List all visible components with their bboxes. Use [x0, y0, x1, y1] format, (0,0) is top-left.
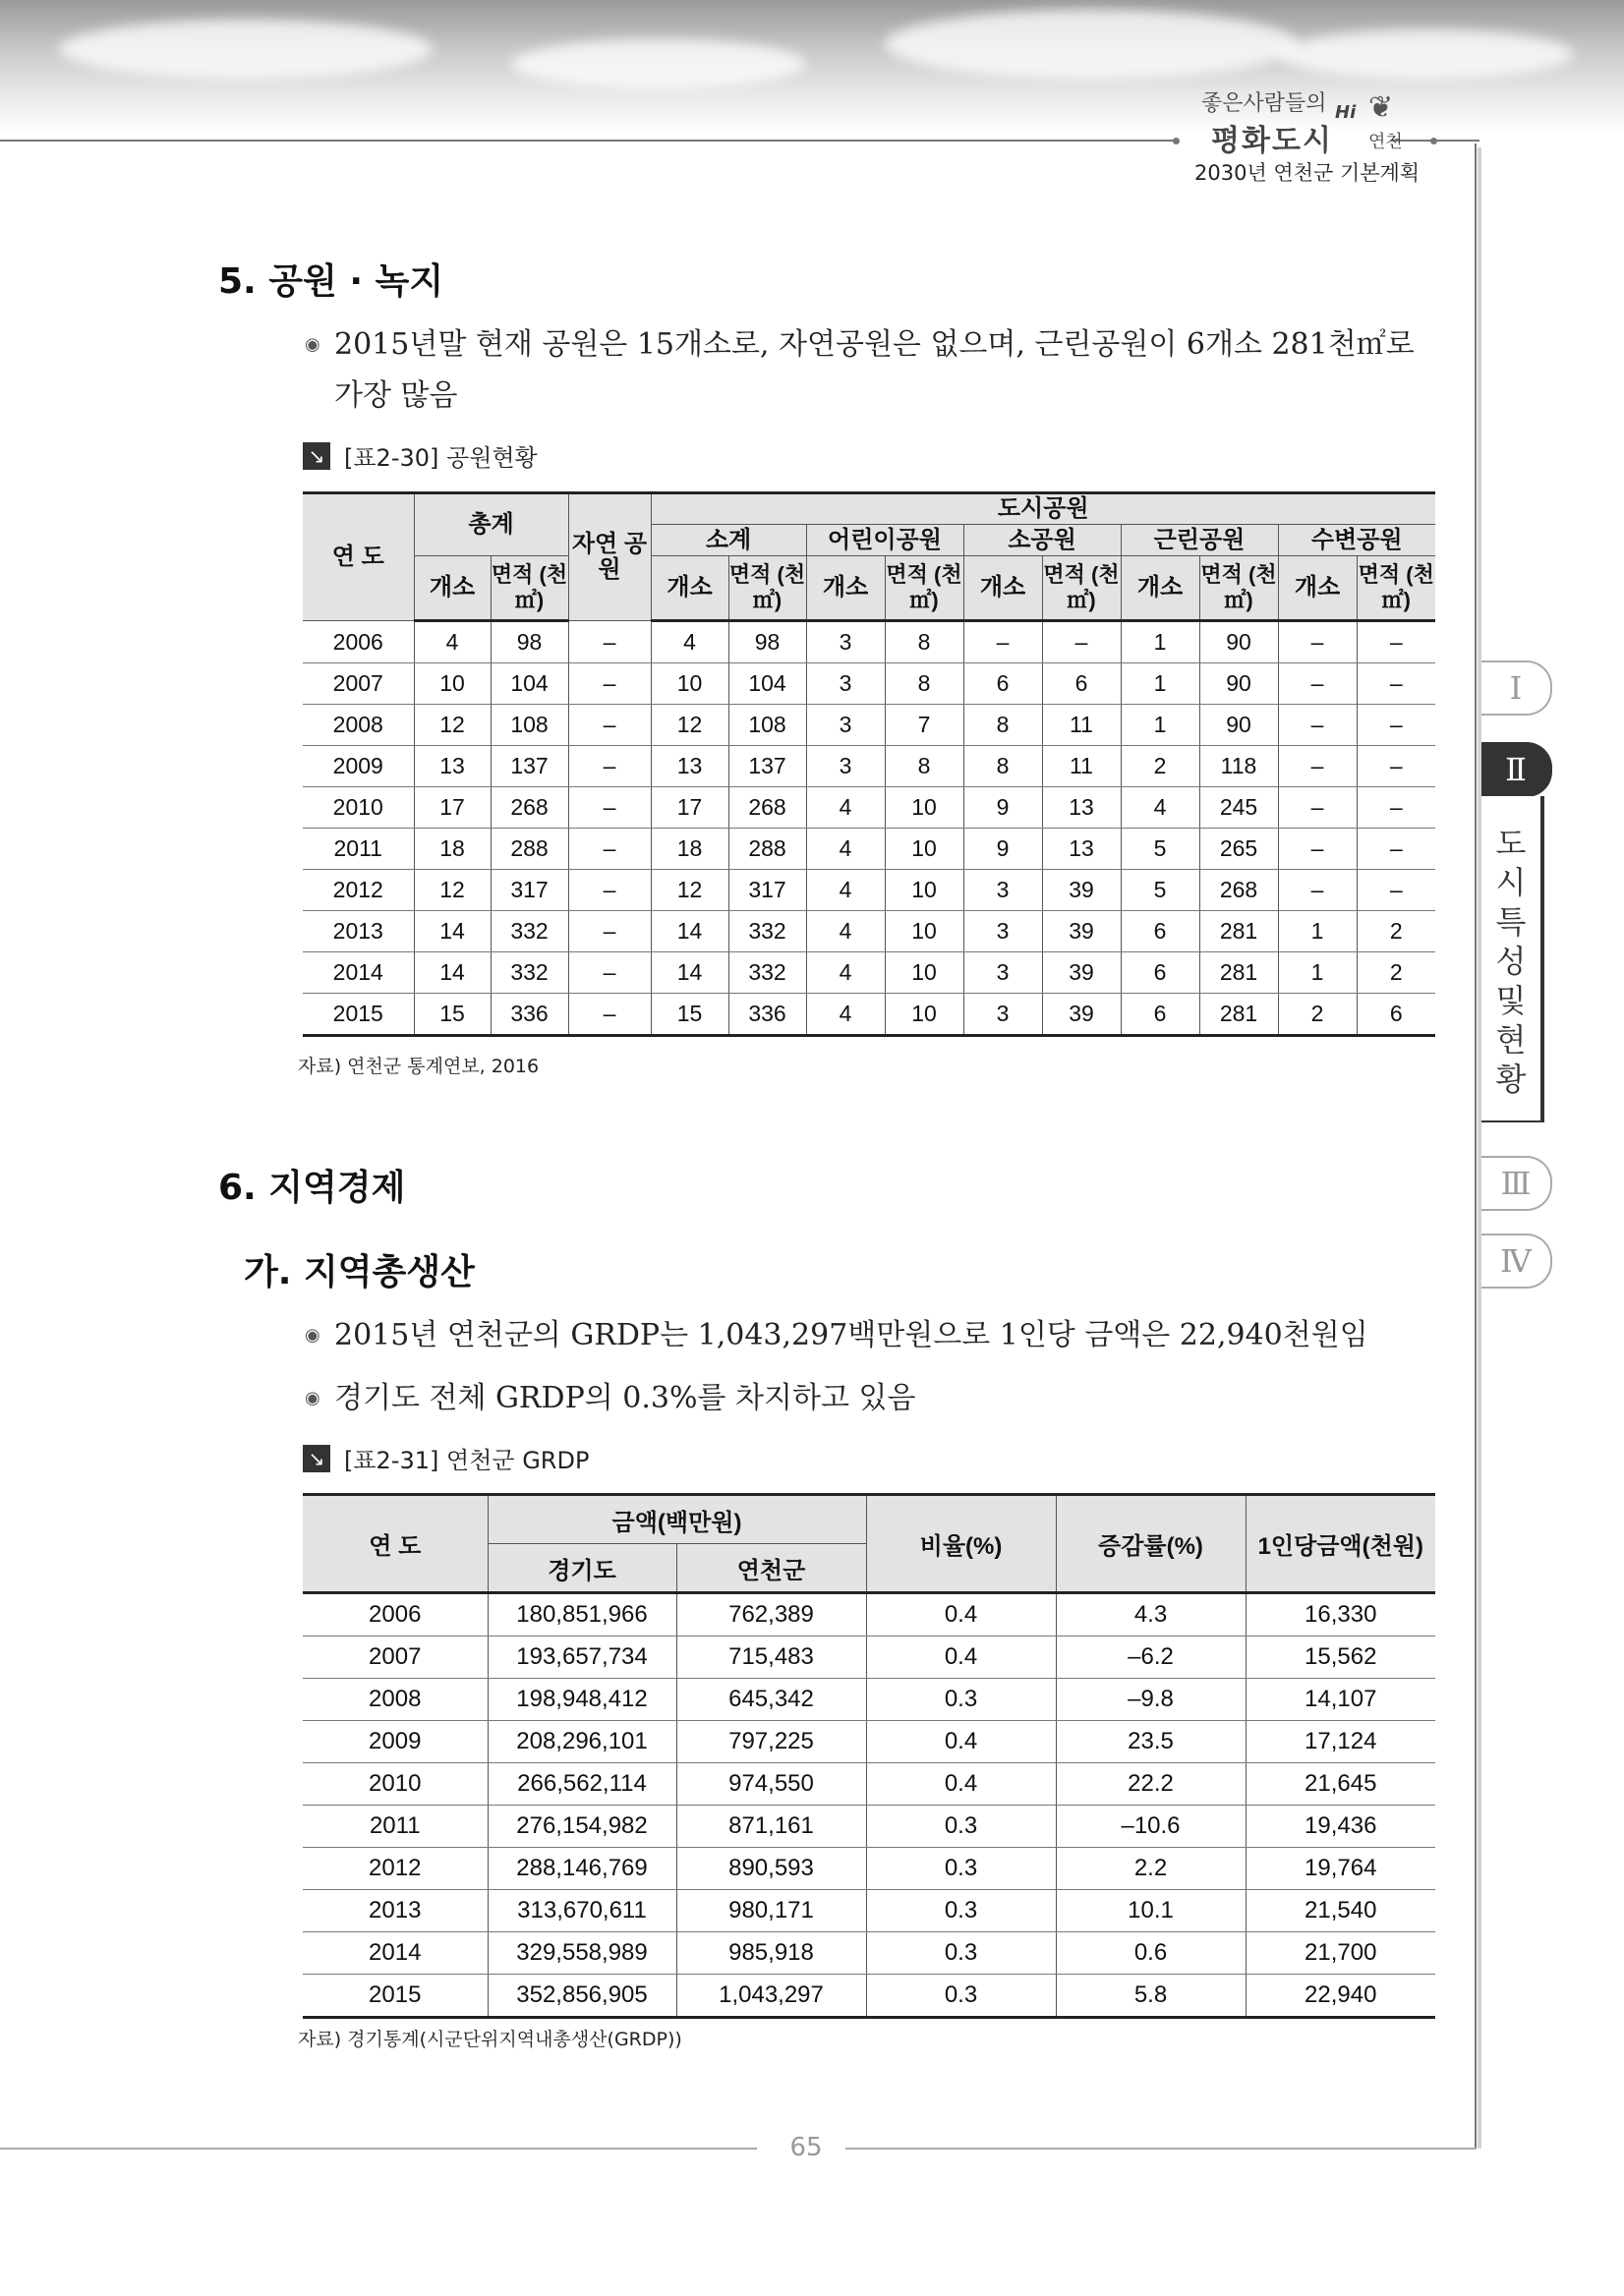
table-cell: 21,645 [1246, 1763, 1435, 1806]
table-cell: 2010 [303, 787, 414, 829]
table-cell: 22,940 [1246, 1975, 1435, 2018]
table-cell: 2008 [303, 705, 414, 746]
table-cell: 336 [491, 994, 568, 1036]
table-cell: 1 [1121, 705, 1199, 746]
table-cell: 16,330 [1246, 1593, 1435, 1636]
table-cell: 281 [1199, 952, 1278, 994]
table-cell: 974,550 [676, 1763, 866, 1806]
table-row [303, 1679, 1435, 1721]
bullet-text-line: 가장 많음 [334, 378, 458, 413]
table-cell: 208,296,101 [488, 1721, 676, 1763]
table-cell: 10 [414, 663, 491, 705]
table-cell: – [568, 746, 651, 787]
table-cell: 8 [885, 663, 963, 705]
table-cell: 2009 [303, 1721, 488, 1763]
table-cell: 6 [1357, 994, 1435, 1036]
table-cell: 3 [963, 994, 1042, 1036]
table-source: 자료) 경기통계(시군단위지역내총생산(GRDP)) [298, 2029, 682, 2050]
col-header: 총계 [414, 493, 568, 556]
table-cell: 12 [651, 870, 728, 911]
table-cell: 10.1 [1056, 1890, 1246, 1932]
table-cell: 90 [1199, 705, 1278, 746]
table-cell: 0.3 [866, 1806, 1056, 1848]
table-cell: 108 [491, 705, 568, 746]
table-cell: 8 [885, 621, 963, 663]
bullet-paragraph [305, 319, 1415, 422]
table-cell: 268 [728, 787, 806, 829]
park-status-table [303, 491, 1435, 1037]
table-cell: 2012 [303, 870, 414, 911]
table-cell: – [1357, 621, 1435, 663]
bullet-icon: ◉ [305, 1388, 320, 1408]
col-header: 증감률(%) [1056, 1495, 1246, 1593]
table-row [303, 746, 1435, 787]
col-header: 면적 (천㎡) [1357, 556, 1435, 621]
table-cell: 281 [1199, 994, 1278, 1036]
table-cell: 276,154,982 [488, 1806, 676, 1848]
table-cell: 6 [1121, 994, 1199, 1036]
table-cell: 2006 [303, 1593, 488, 1636]
table-cell: 3 [806, 705, 885, 746]
table-cell: 2.2 [1056, 1848, 1246, 1890]
table-cell: 3 [963, 911, 1042, 952]
table-cell: 2007 [303, 1636, 488, 1679]
table-cell: 14,107 [1246, 1679, 1435, 1721]
table-cell: – [568, 621, 651, 663]
table-cell: 12 [414, 870, 491, 911]
bullet-paragraph [305, 1373, 916, 1424]
table-cell: 10 [885, 829, 963, 870]
table-row [303, 911, 1435, 952]
table-cell: 6 [1121, 911, 1199, 952]
table-cell: 5 [1121, 829, 1199, 870]
table-cell: 13 [414, 746, 491, 787]
table-cell: 265 [1199, 829, 1278, 870]
table-cell: – [1042, 621, 1121, 663]
footer-rule [0, 2148, 757, 2150]
header-dot [1430, 138, 1437, 144]
grdp-table [303, 1493, 1435, 2019]
table-cell: 0.3 [866, 1848, 1056, 1890]
table-cell: 17,124 [1246, 1721, 1435, 1763]
col-header: 개소 [963, 556, 1042, 621]
table-cell: 2 [1278, 994, 1357, 1036]
col-header: 개소 [806, 556, 885, 621]
table-cell: 0.4 [866, 1593, 1056, 1636]
table-cell: 2013 [303, 911, 414, 952]
bullet-paragraph [305, 1310, 1368, 1361]
table-cell: 2007 [303, 663, 414, 705]
col-header: 어린이공원 [806, 525, 963, 556]
table-row [303, 952, 1435, 994]
chapter-tab-3[interactable]: Ⅲ [1481, 1156, 1552, 1211]
bullet-text-line: 2015년말 현재 공원은 15개소로, 자연공원은 없으며, 근린공원이 6개소 281천㎡로 [334, 327, 1415, 362]
col-header: 개소 [1278, 556, 1357, 621]
table-cell: 645,342 [676, 1679, 866, 1721]
table-cell: 4 [414, 621, 491, 663]
table-cell: 8 [963, 746, 1042, 787]
table-row [303, 1636, 1435, 1679]
bullet-icon: ◉ [305, 1325, 320, 1346]
table-cell: 4 [806, 829, 885, 870]
table-cell: 332 [491, 952, 568, 994]
table-cell: –9.8 [1056, 1679, 1246, 1721]
table-cell: 0.4 [866, 1721, 1056, 1763]
table-cell: 104 [491, 663, 568, 705]
table-cell: 7 [885, 705, 963, 746]
table-cell: 0.3 [866, 1932, 1056, 1975]
col-header: 면적 (천㎡) [885, 556, 963, 621]
col-header: 근린공원 [1121, 525, 1278, 556]
col-header: 소공원 [963, 525, 1121, 556]
table-cell: 332 [491, 911, 568, 952]
table-cell: 10 [885, 870, 963, 911]
table-row [303, 870, 1435, 911]
table-cell: 797,225 [676, 1721, 866, 1763]
table-cell: 18 [651, 829, 728, 870]
table-row [303, 1848, 1435, 1890]
table-cell: 3 [963, 870, 1042, 911]
footer-rule [845, 2148, 1477, 2150]
table-cell: 288,146,769 [488, 1848, 676, 1890]
col-header: 개소 [651, 556, 728, 621]
table-cell: – [568, 994, 651, 1036]
table-cell: 193,657,734 [488, 1636, 676, 1679]
table-cell: 4 [806, 870, 885, 911]
table-cell: –6.2 [1056, 1636, 1246, 1679]
table-cell: 6 [1121, 952, 1199, 994]
table-cell: 3 [806, 746, 885, 787]
table-row [303, 1721, 1435, 1763]
col-header: 자연 공원 [568, 493, 651, 621]
chapter-title-sidebar [1481, 796, 1544, 1122]
arrow-icon: ↘ [303, 1445, 330, 1472]
table-cell: 14 [414, 911, 491, 952]
chapter-tab-2[interactable]: Ⅱ [1481, 742, 1552, 797]
table-cell: 108 [728, 705, 806, 746]
table-cell: 14 [651, 911, 728, 952]
table-cell: 39 [1042, 870, 1121, 911]
col-header: 연 도 [303, 1495, 488, 1593]
table-cell: 2014 [303, 1932, 488, 1975]
table-row [303, 994, 1435, 1036]
table-cell: – [1357, 705, 1435, 746]
table-cell: 13 [1042, 787, 1121, 829]
table-cell: 2 [1357, 952, 1435, 994]
table-cell: – [568, 787, 651, 829]
chapter-tab-4[interactable]: Ⅳ [1481, 1234, 1552, 1289]
table-row [303, 621, 1435, 663]
table-cell: 12 [414, 705, 491, 746]
table-cell: 1 [1121, 621, 1199, 663]
table-cell: 2010 [303, 1763, 488, 1806]
col-header: 금액(백만원) [488, 1495, 866, 1544]
table-cell: 0.4 [866, 1763, 1056, 1806]
table-cell: 15 [414, 994, 491, 1036]
table-cell: 19,436 [1246, 1806, 1435, 1848]
table-cell: 98 [491, 621, 568, 663]
table-row [303, 1932, 1435, 1975]
table-cell: 313,670,611 [488, 1890, 676, 1932]
table-cell: 4 [1121, 787, 1199, 829]
table-cell: 4 [806, 787, 885, 829]
table-cell: 890,593 [676, 1848, 866, 1890]
table-cell: 19,764 [1246, 1848, 1435, 1890]
table-cell: 980,171 [676, 1890, 866, 1932]
table-cell: 2013 [303, 1890, 488, 1932]
table-cell: – [1357, 787, 1435, 829]
table-cell: 2015 [303, 1975, 488, 2018]
table-cell: 10 [885, 787, 963, 829]
table-cell: 14 [651, 952, 728, 994]
section-heading: 5. 공원 · 녹지 [218, 261, 444, 302]
table-cell: 1,043,297 [676, 1975, 866, 2018]
table-cell: 0.3 [866, 1679, 1056, 1721]
table-cell: 39 [1042, 994, 1121, 1036]
table-cell: 2011 [303, 829, 414, 870]
table-cell: 985,918 [676, 1932, 866, 1975]
col-header: 연 도 [303, 493, 414, 621]
col-header: 수변공원 [1278, 525, 1435, 556]
table-cell: 332 [728, 911, 806, 952]
table-cell: 2014 [303, 952, 414, 994]
table-cell: 11 [1042, 746, 1121, 787]
table-cell: 268 [1199, 870, 1278, 911]
table-cell: 2015 [303, 994, 414, 1036]
header-dot [1173, 138, 1180, 144]
col-header: 비율(%) [866, 1495, 1056, 1593]
table-cell: 13 [1042, 829, 1121, 870]
table-cell: –10.6 [1056, 1806, 1246, 1848]
table-cell: 317 [491, 870, 568, 911]
table-cell: 15 [651, 994, 728, 1036]
table-cell: 9 [963, 787, 1042, 829]
chapter-title: 도 시 특 성 및 현 황 [1495, 825, 1527, 1098]
table-cell: 332 [728, 952, 806, 994]
table-cell: 5.8 [1056, 1975, 1246, 2018]
table-cell: 1 [1278, 952, 1357, 994]
bullet-icon: ◉ [305, 334, 320, 355]
table-cell: 14 [414, 952, 491, 994]
table-cell: 10 [885, 952, 963, 994]
table-cell: 6 [1042, 663, 1121, 705]
table-cell: – [568, 705, 651, 746]
table-cell: 3 [963, 952, 1042, 994]
table-source: 자료) 연천군 통계연보, 2016 [298, 1056, 540, 1077]
table-cell: 4 [806, 994, 885, 1036]
col-header: 면적 (천㎡) [1042, 556, 1121, 621]
table-cell: 137 [728, 746, 806, 787]
table-cell: 2 [1357, 911, 1435, 952]
table-cell: 8 [885, 746, 963, 787]
table-cell: 1 [1121, 663, 1199, 705]
table-cell: 3 [806, 663, 885, 705]
table-cell: 17 [651, 787, 728, 829]
table-cell: 762,389 [676, 1593, 866, 1636]
table-cell: 21,700 [1246, 1932, 1435, 1975]
chapter-tab-1[interactable]: Ⅰ [1481, 660, 1552, 716]
table-cell: – [1357, 746, 1435, 787]
table-cell: 5 [1121, 870, 1199, 911]
table-cell: 288 [728, 829, 806, 870]
table-cell: 288 [491, 829, 568, 870]
table-caption: ↘ [표2-30] 공원현황 [303, 438, 538, 473]
logo-city: 연천 [1368, 132, 1403, 152]
table-cell: 2 [1121, 746, 1199, 787]
table-cell: 98 [728, 621, 806, 663]
bird-icon: ❦ [1368, 90, 1394, 125]
table-cell: 4 [806, 911, 885, 952]
table-row [303, 829, 1435, 870]
table-cell: – [1357, 829, 1435, 870]
logo-hi: Hi [1335, 102, 1357, 123]
table-cell: 268 [491, 787, 568, 829]
col-header: 면적 (천㎡) [728, 556, 806, 621]
table-cell: 352,856,905 [488, 1975, 676, 2018]
section-heading: 6. 지역경제 [218, 1168, 406, 1208]
table-cell: 2011 [303, 1806, 488, 1848]
page-number: 65 [789, 2133, 823, 2162]
table-cell: 21,540 [1246, 1890, 1435, 1932]
table-cell: 0.6 [1056, 1932, 1246, 1975]
col-header: 연천군 [676, 1544, 866, 1593]
arrow-icon: ↘ [303, 442, 330, 470]
table-cell: 2012 [303, 1848, 488, 1890]
table-cell: 17 [414, 787, 491, 829]
table-cell: 329,558,989 [488, 1932, 676, 1975]
table-cell: 0.3 [866, 1975, 1056, 2018]
table-row [303, 1890, 1435, 1932]
table-cell: – [568, 870, 651, 911]
table-cell: 137 [491, 746, 568, 787]
table-cell: – [1278, 870, 1357, 911]
table-cell: – [963, 621, 1042, 663]
table-cell: 180,851,966 [488, 1593, 676, 1636]
table-cell: 8 [963, 705, 1042, 746]
bullet-text-line: 2015년 연천군의 GRDP는 1,043,297백만원으로 1인당 금액은 22,940천원임 [334, 1318, 1368, 1352]
table-cell: – [1278, 829, 1357, 870]
col-header: 1인당금액(천원) [1246, 1495, 1435, 1593]
table-cell: – [1278, 705, 1357, 746]
col-header: 도시공원 [651, 493, 1435, 525]
logo-line1: 좋은사람들의 [1201, 91, 1327, 116]
table-cell: 118 [1199, 746, 1278, 787]
table-cell: – [568, 829, 651, 870]
table-cell: 10 [885, 911, 963, 952]
table-cell: 39 [1042, 952, 1121, 994]
table-cell: – [1278, 663, 1357, 705]
table-cell: 2009 [303, 746, 414, 787]
table-row [303, 1806, 1435, 1848]
table-cell: 11 [1042, 705, 1121, 746]
table-cell: 245 [1199, 787, 1278, 829]
table-cell: 9 [963, 829, 1042, 870]
table-cell: 4.3 [1056, 1593, 1246, 1636]
table-cell: 13 [651, 746, 728, 787]
table-cell: 336 [728, 994, 806, 1036]
table-cell: 23.5 [1056, 1721, 1246, 1763]
table-cell: 10 [651, 663, 728, 705]
table-cell: – [568, 952, 651, 994]
table-row [303, 787, 1435, 829]
table-row [303, 1975, 1435, 2018]
table-cell: 1 [1278, 911, 1357, 952]
table-cell: 2008 [303, 1679, 488, 1721]
plan-title: 2030년 연천군 기본계획 [1194, 161, 1421, 185]
table-cell: – [1357, 870, 1435, 911]
table-cell: – [1278, 787, 1357, 829]
table-cell: – [568, 911, 651, 952]
table-cell: 39 [1042, 911, 1121, 952]
table-cell: 0.3 [866, 1890, 1056, 1932]
col-header: 면적 (천㎡) [491, 556, 568, 621]
table-cell: – [568, 663, 651, 705]
table-cell: 715,483 [676, 1636, 866, 1679]
table-cell: 104 [728, 663, 806, 705]
page-border-right [1475, 144, 1477, 2149]
table-cell: 4 [651, 621, 728, 663]
table-row [303, 1763, 1435, 1806]
bullet-text-line: 경기도 전체 GRDP의 0.3%를 차지하고 있음 [334, 1381, 916, 1415]
table-cell: 6 [963, 663, 1042, 705]
col-header: 개소 [414, 556, 491, 621]
table-row [303, 663, 1435, 705]
table-cell: 198,948,412 [488, 1679, 676, 1721]
table-cell: – [1278, 746, 1357, 787]
col-header: 경기도 [488, 1544, 676, 1593]
table-cell: 90 [1199, 621, 1278, 663]
table-cell: 317 [728, 870, 806, 911]
table-row [303, 1593, 1435, 1636]
table-cell: – [1278, 621, 1357, 663]
table-cell: 281 [1199, 911, 1278, 952]
table-cell: 3 [806, 621, 885, 663]
subsection-heading: 가. 지역총생산 [244, 1252, 475, 1292]
table-cell: 0.4 [866, 1636, 1056, 1679]
table-cell: 266,562,114 [488, 1763, 676, 1806]
table-cell: 18 [414, 829, 491, 870]
header-rule [0, 140, 1175, 142]
col-header: 면적 (천㎡) [1199, 556, 1278, 621]
table-caption: ↘ [표2-31] 연천군 GRDP [303, 1441, 589, 1475]
table-cell: 10 [885, 994, 963, 1036]
table-cell: – [1357, 663, 1435, 705]
table-cell: 4 [806, 952, 885, 994]
table-row [303, 705, 1435, 746]
table-cell: 12 [651, 705, 728, 746]
table-cell: 22.2 [1056, 1763, 1246, 1806]
col-header: 개소 [1121, 556, 1199, 621]
table-cell: 15,562 [1246, 1636, 1435, 1679]
table-cell: 2006 [303, 621, 414, 663]
col-header: 소계 [651, 525, 806, 556]
table-cell: 871,161 [676, 1806, 866, 1848]
table-cell: 90 [1199, 663, 1278, 705]
logo-line2: 평화도시 [1211, 124, 1333, 158]
